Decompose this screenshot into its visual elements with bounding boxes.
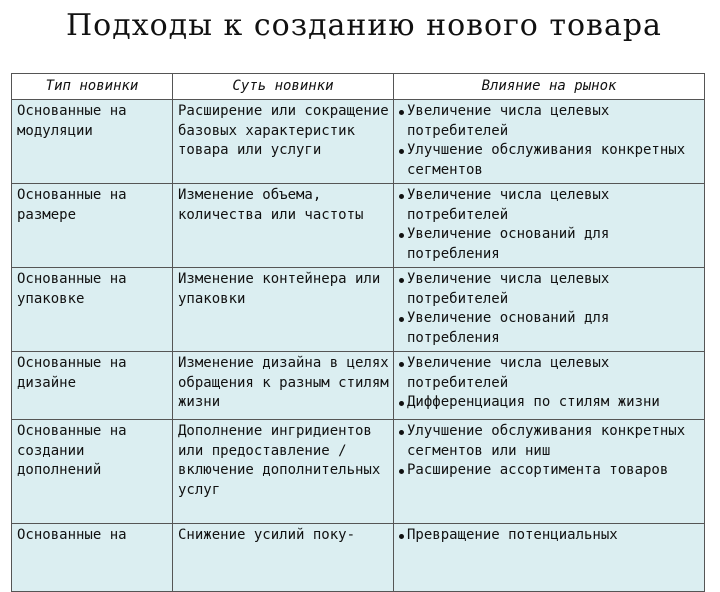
table-row <box>12 184 705 268</box>
table-row <box>12 420 705 524</box>
header-impact: Влияние на рынок <box>394 74 705 100</box>
impact-item: Дифференциация по стилям жизни <box>397 393 702 413</box>
cell-type: Основанные на <box>12 524 173 592</box>
header-essence: Суть новинки <box>173 74 394 100</box>
cell-impact <box>394 268 705 352</box>
table-row <box>12 352 705 420</box>
table-row <box>12 524 705 592</box>
cell-type: Основанные на создании дополнений <box>12 420 173 524</box>
cell-impact <box>394 420 705 524</box>
table-row <box>12 100 705 184</box>
cell-type: Основанные на размере <box>12 184 173 268</box>
impact-item: Улучшение обслуживания конкретных сегментов <box>397 141 702 180</box>
table-header-row <box>12 74 705 100</box>
cell-impact <box>394 524 705 592</box>
cell-essence: Изменение контейнера или упаковки <box>173 268 394 352</box>
cell-essence: Изменение дизайна в целях обращения к разным стилям жизни <box>173 352 394 420</box>
impact-item: Увеличение оснований для потребления <box>397 309 702 348</box>
impact-item: Расширение ассортимента товаров <box>397 461 702 481</box>
cell-essence: Расширение или сокращение базовых характеристик товара или услуги <box>173 100 394 184</box>
approaches-table <box>11 73 704 592</box>
impact-item: Увеличение числа целевых потребителей <box>397 270 702 309</box>
impact-item: Увеличение оснований для потребления <box>397 225 702 264</box>
table-row <box>12 268 705 352</box>
cell-essence: Изменение объема, количества или частоты <box>173 184 394 268</box>
impact-item: Увеличение числа целевых потребителей <box>397 186 702 225</box>
header-type: Тип новинки <box>12 74 173 100</box>
cell-impact <box>394 100 705 184</box>
impact-item: Увеличение числа целевых потребителей <box>397 102 702 141</box>
cell-type: Основанные на модуляции <box>12 100 173 184</box>
cell-impact <box>394 184 705 268</box>
slide-title: Подходы к созданию нового товара <box>66 8 662 43</box>
cell-type: Основанные на дизайне <box>12 352 173 420</box>
impact-item: Улучшение обслуживания конкретных сегментов или ниш <box>397 422 702 461</box>
impact-item: Превращение потенциальных <box>397 526 702 546</box>
cell-essence: Снижение усилий поку- <box>173 524 394 592</box>
cell-impact <box>394 352 705 420</box>
cell-type: Основанные на упаковке <box>12 268 173 352</box>
impact-item: Увеличение числа целевых потребителей <box>397 354 702 393</box>
cell-essence: Дополнение ингридиентов или предоставление /включение дополнительных услуг <box>173 420 394 524</box>
